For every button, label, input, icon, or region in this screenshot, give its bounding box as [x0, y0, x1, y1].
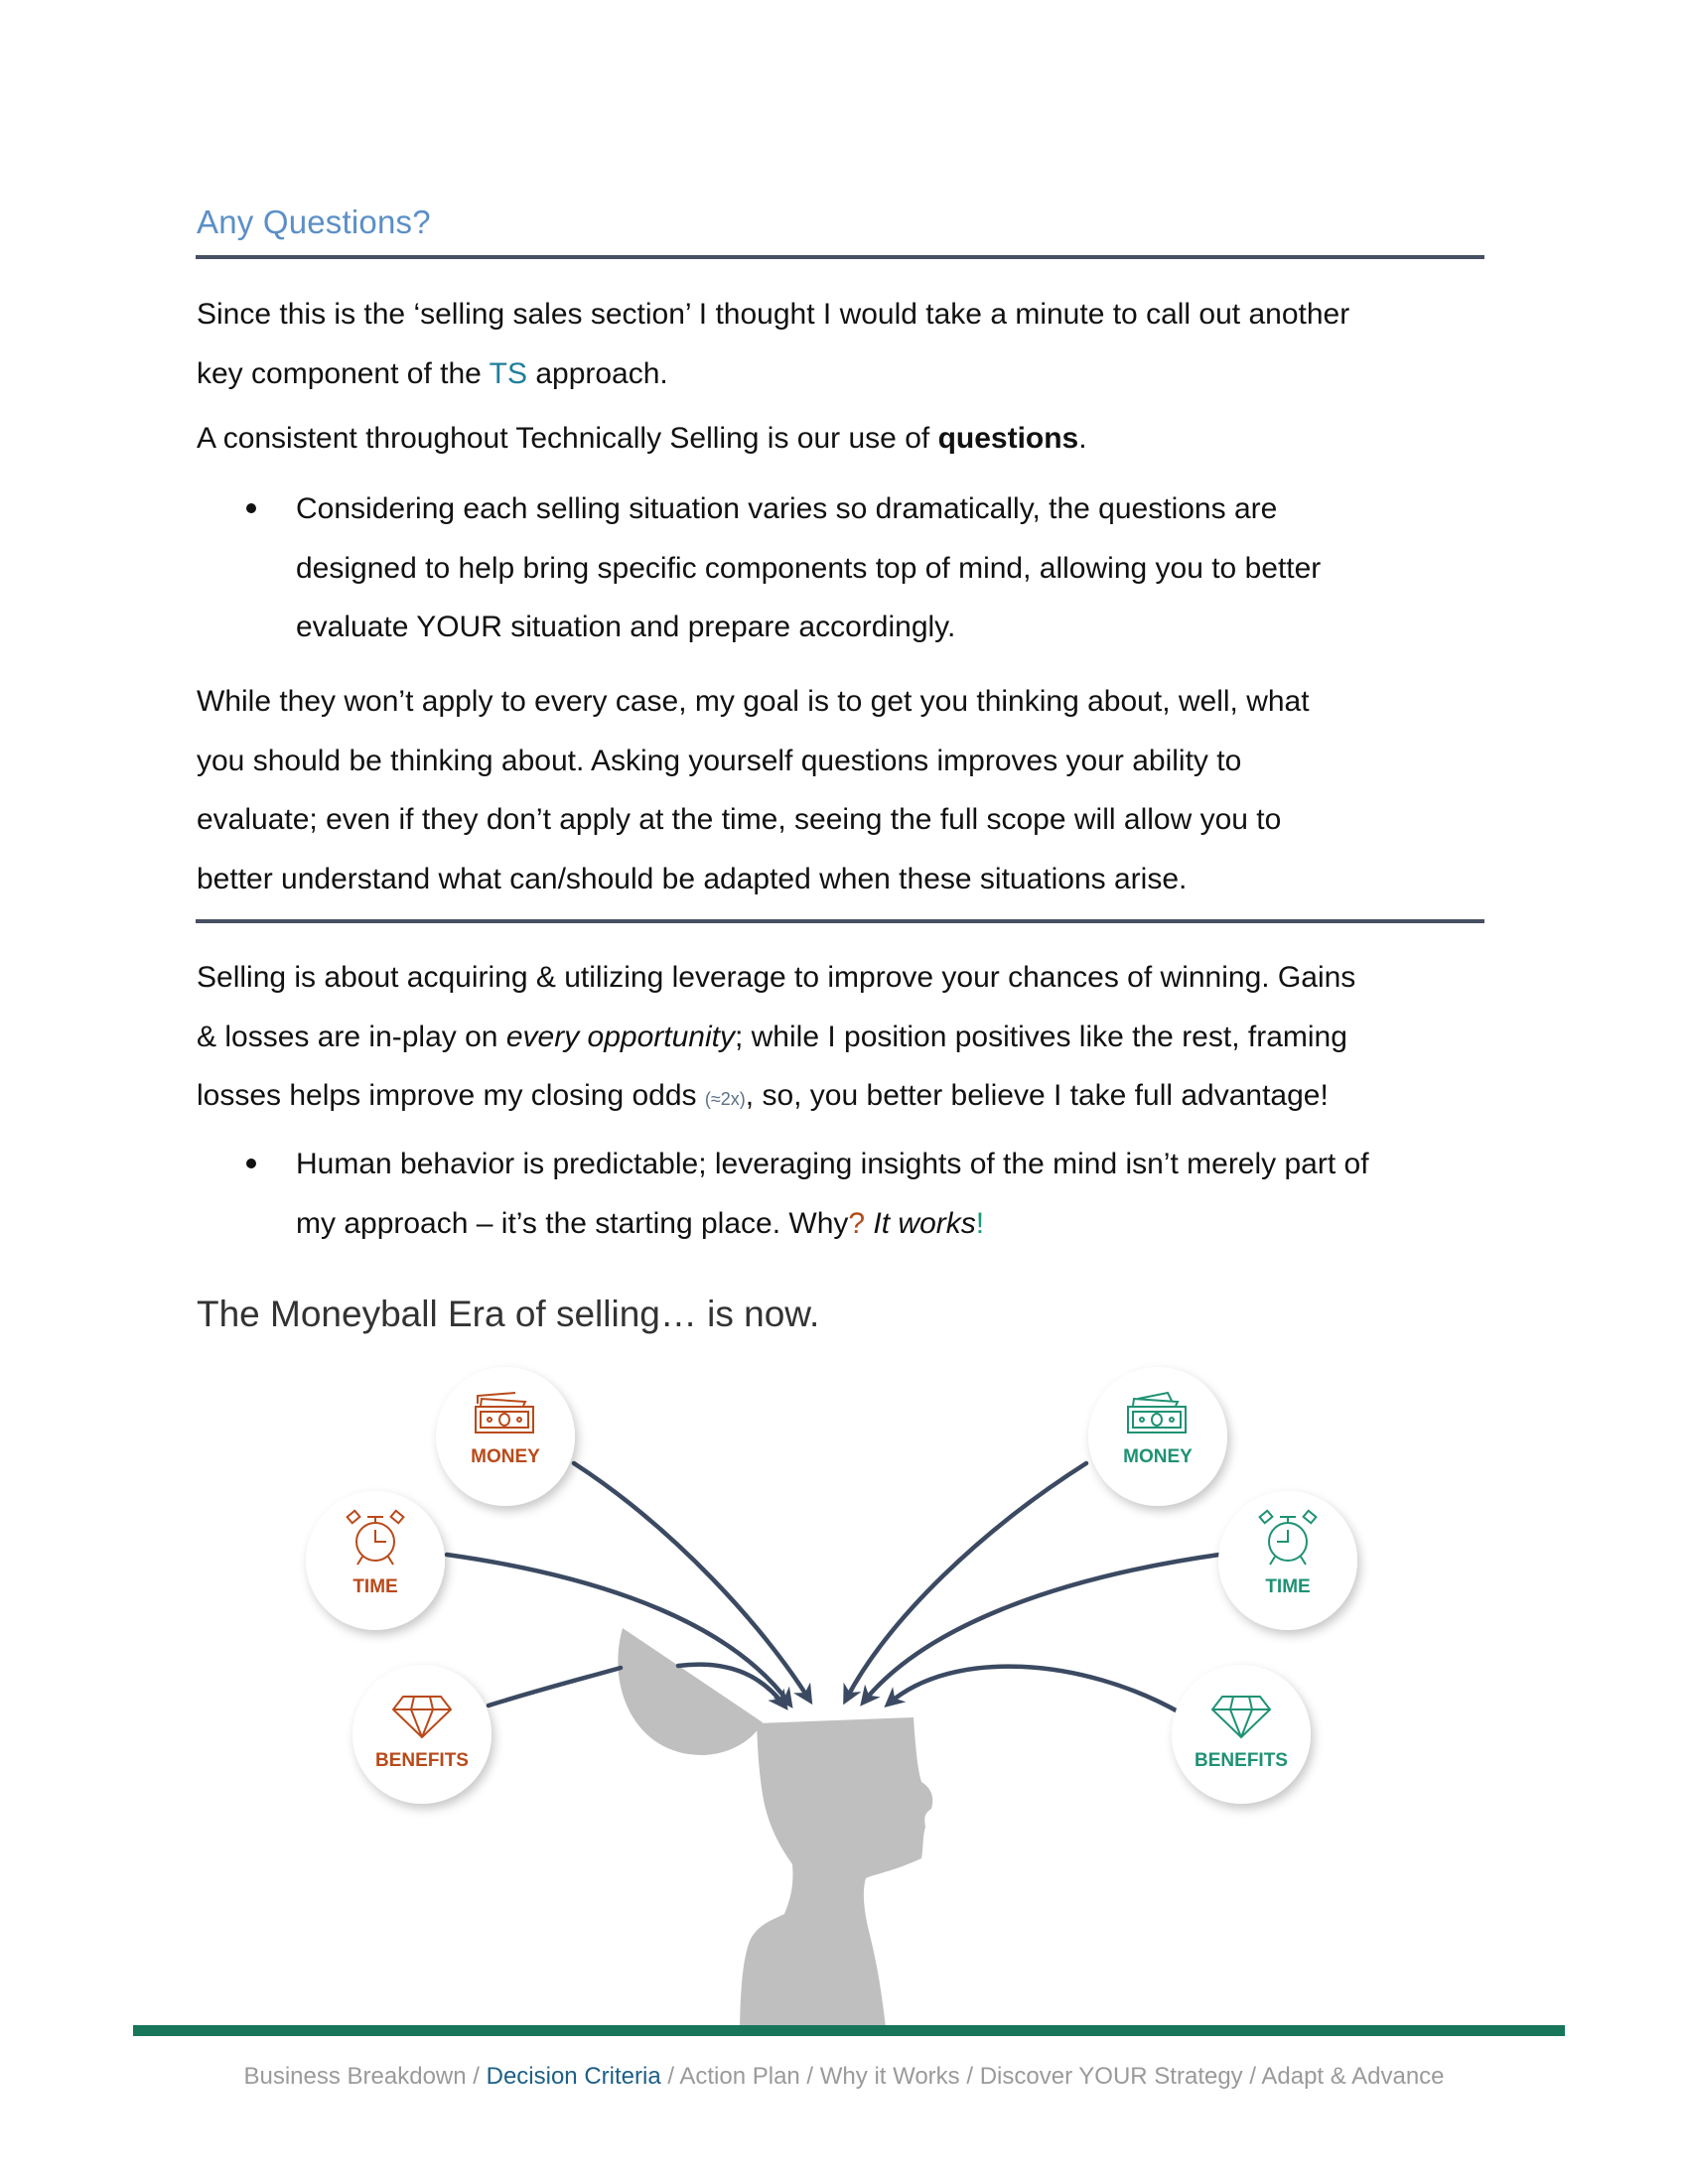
breadcrumb-item[interactable]: Business Breakdown: [243, 2063, 467, 2090]
circle-left-benefits: [352, 1665, 492, 1804]
mind-diagram: [0, 1350, 1688, 2025]
arrow-right-time: [864, 1555, 1219, 1702]
intro-text-end: approach.: [526, 356, 668, 390]
arrow-right-money: [846, 1463, 1086, 1700]
bullet2-line: Human behavior is predictable; leveraging insights of the mind isn’t merely part of: [296, 1148, 1369, 1180]
circle-label: BENEFITS: [1195, 1750, 1288, 1771]
bullet-list-2: [197, 1135, 1487, 1253]
arrow-left-benefits-a: [489, 1668, 621, 1706]
circle-right-benefits: [1172, 1665, 1311, 1804]
heading-divider: [196, 255, 1484, 259]
bullet1-line: evaluate YOUR situation and prepare accordingly.: [296, 611, 956, 643]
intro-line-1: Since this is the ‘selling sales section’ I thought I would take a minute to call out another: [197, 298, 1350, 331]
breadcrumb-separator: /: [799, 2063, 820, 2090]
exclamation-mark: !: [975, 1206, 985, 1240]
breadcrumb-item[interactable]: Discover YOUR Strategy: [979, 2063, 1243, 2090]
circle-right-time: [1218, 1491, 1357, 1630]
bullet2-text: my approach – it’s the starting place. Why: [296, 1206, 849, 1240]
leverage-line: Selling is about acquiring & utilizing leverage to improve your chances of winning. Gains: [197, 961, 1356, 994]
questions-bold: questions: [937, 422, 1079, 455]
goal-line: better understand what can/should be adapted when these situations arise.: [197, 862, 1188, 895]
breadcrumb-separator: /: [959, 2063, 980, 2090]
circle-label: TIME: [1265, 1576, 1311, 1597]
every-opportunity-emphasis: every opportunity: [505, 1020, 735, 1053]
circle-label: BENEFITS: [375, 1750, 469, 1771]
it-works-emphasis: It works: [873, 1206, 976, 1240]
list-item: [197, 479, 1487, 657]
ts-label: TS: [489, 356, 527, 390]
breadcrumb-item[interactable]: Adapt & Advance: [1261, 2063, 1445, 2090]
goal-paragraph: [197, 672, 1487, 908]
footer-bar: [133, 2025, 1565, 2036]
leverage-text: losses helps improve my closing odds: [197, 1079, 705, 1112]
breadcrumb-separator: /: [660, 2063, 680, 2090]
section-heading: Any Questions?: [197, 204, 431, 240]
intro-paragraph: [197, 285, 1487, 403]
section-divider: [196, 919, 1484, 923]
circle-label: MONEY: [1123, 1446, 1193, 1467]
list-item: [197, 1135, 1487, 1253]
bullet1-line: designed to help bring specific components top of mind, allowing you to better: [296, 551, 1322, 585]
goal-line: you should be thinking about. Asking yourself questions improves your ability to: [197, 744, 1242, 777]
skull-lid: [618, 1628, 763, 1755]
footer-breadcrumb: [0, 2063, 1688, 2091]
breadcrumb-separator: /: [466, 2063, 487, 2090]
circle-left-money: [436, 1367, 575, 1506]
intro-text: key component of the: [197, 356, 490, 390]
circle-label: MONEY: [471, 1446, 540, 1467]
goal-line: evaluate; even if they don’t apply at the time, seeing the full scope will allow you to: [197, 803, 1282, 836]
bullet-icon: [246, 503, 256, 513]
circle-right-money: [1088, 1367, 1227, 1506]
circle-label: TIME: [352, 1576, 398, 1597]
leverage-text: & losses are in-play on: [197, 1020, 506, 1053]
breadcrumb-item[interactable]: Action Plan: [679, 2063, 800, 2090]
leverage-line: [197, 1008, 1487, 1067]
arrows: [447, 1463, 1219, 1712]
breadcrumb-item[interactable]: Decision Criteria: [486, 2063, 661, 2090]
arrow-right-benefits: [889, 1667, 1180, 1712]
breadcrumb-item[interactable]: Why it Works: [819, 2063, 960, 2090]
arrow-left-time: [447, 1555, 789, 1704]
circle-left-time: [306, 1491, 445, 1630]
bullet-list-1: [197, 479, 1487, 657]
head-profile: [740, 1717, 932, 2025]
goal-line: While they won’t apply to every case, my goal is to get you thinking about, well, what: [197, 685, 1310, 718]
bullet1-line: Considering each selling situation varies so dramatically, the questions are: [296, 492, 1278, 525]
leverage-text: ; while I position positives like the rest, framing: [734, 1020, 1347, 1053]
consistent-period: .: [1078, 422, 1087, 455]
right-circles: [1088, 1367, 1357, 1804]
leverage-line: [197, 1066, 1487, 1130]
breadcrumb-separator: /: [1242, 2063, 1262, 2090]
intro-line-2: [197, 344, 1487, 404]
odds-note: (≈2x): [704, 1089, 746, 1109]
left-circles: [306, 1367, 575, 1804]
bullet2-line: [296, 1194, 1487, 1254]
question-mark: ?: [848, 1206, 866, 1240]
leverage-text: , so, you better believe I take full advantage!: [745, 1079, 1329, 1112]
leverage-paragraph: [197, 948, 1487, 1130]
consistent-paragraph: [197, 409, 1487, 469]
moneyball-heading: The Moneyball Era of selling… is now.: [197, 1294, 820, 1334]
bullet-icon: [246, 1159, 256, 1168]
consistent-text: A consistent throughout Technically Selling is our use of: [197, 422, 938, 455]
